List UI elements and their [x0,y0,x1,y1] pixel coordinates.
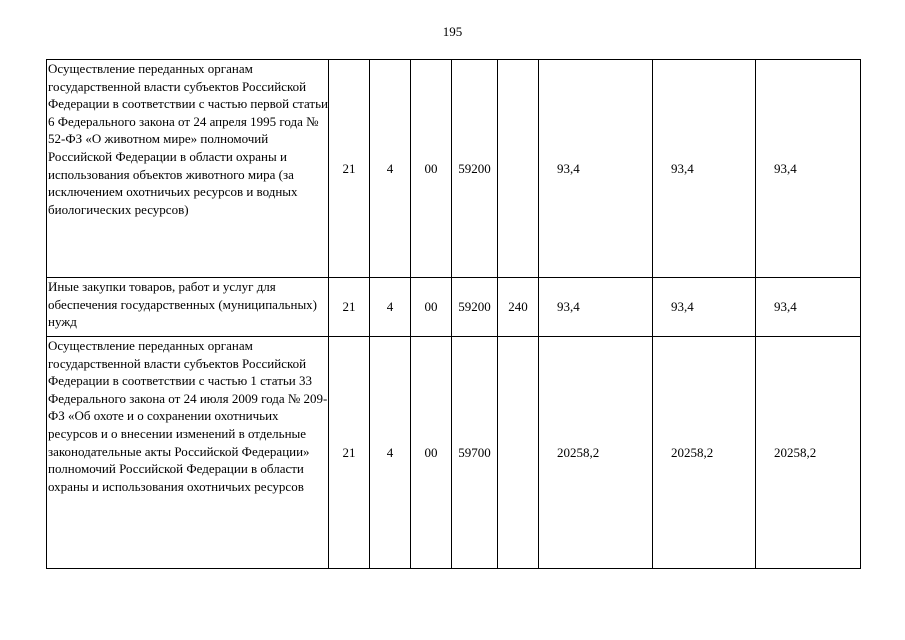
row-description: Осуществление переданных органам государственной власти субъектов Российской Федерации в соответствии с частью первой статьи 6 Федерального закона от 24 апреля 1995 года № 52-ФЗ «О животном мире» полномочий Российской Федерации в области охраны и использования объектов животного мира (за исключением охотничьих ресурсов и водных биологических ресурсов) [47,60,329,278]
amount-cell: 20258,2 [756,337,861,569]
code-cell: 21 [329,60,370,278]
table-row [47,60,861,278]
code-cell: 4 [370,60,411,278]
amount-cell: 93,4 [653,278,756,337]
code-cell: 59700 [452,337,498,569]
code-cell: 59200 [452,278,498,337]
amount-cell: 93,4 [756,60,861,278]
table-row [47,278,861,337]
code-cell: 4 [370,278,411,337]
code-cell: 21 [329,278,370,337]
code-cell: 21 [329,337,370,569]
code-cell: 00 [411,337,452,569]
code-cell: 00 [411,60,452,278]
amount-cell: 93,4 [539,278,653,337]
code-cell [498,60,539,278]
code-cell: 59200 [452,60,498,278]
budget-table [46,59,861,569]
code-cell: 00 [411,278,452,337]
amount-cell: 20258,2 [653,337,756,569]
code-cell: 4 [370,337,411,569]
amount-cell: 93,4 [756,278,861,337]
page-number: 195 [442,24,463,39]
row-description: Осуществление переданных органам государственной власти субъектов Российской Федерации в соответствии с частью 1 статьи 33 Федерального закона от 24 июля 2009 года № 209-ФЗ «Об охоте и о сохранении охотничьих ресурсов и о внесении изменений в отдельные законодательные акты Российской Федерации» полномочий Российской Федерации в области охраны и использования охотничьих ресурсов [47,337,329,569]
code-cell [498,337,539,569]
amount-cell: 20258,2 [539,337,653,569]
code-cell: 240 [498,278,539,337]
row-description: Иные закупки товаров, работ и услуг для обеспечения государственных (муниципальных) нужд [47,278,329,337]
table-row [47,337,861,569]
amount-cell: 93,4 [653,60,756,278]
amount-cell: 93,4 [539,60,653,278]
